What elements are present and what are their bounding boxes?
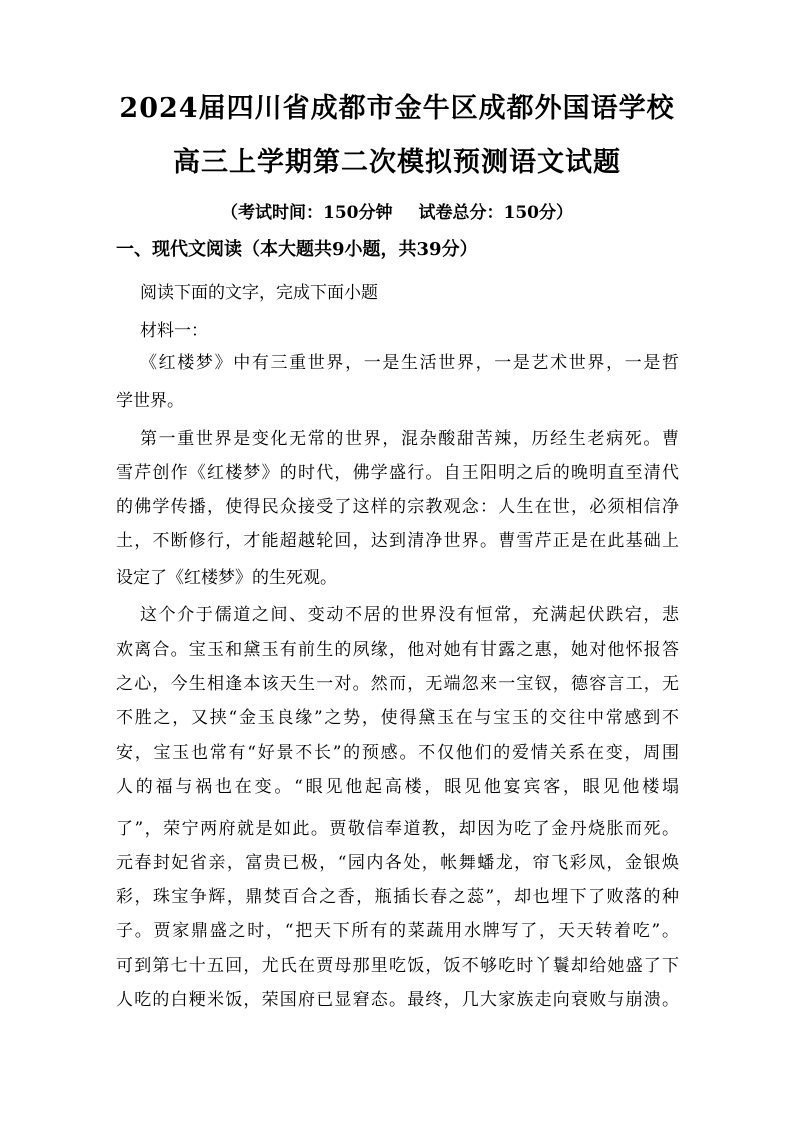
exam-time: （考试时间：150分钟 <box>221 203 393 223</box>
body-line: 彩，珠宝争辉，鼎焚百合之香，瓶插长春之蕊”，却也埋下了败落的种 <box>116 887 679 907</box>
body-line: 雪芹创作《红楼梦》的时代，佛学盛行。自王阳明之后的晚明直至清代 <box>116 463 679 483</box>
material-label: 材料一： <box>140 321 208 341</box>
body-line: 了”，荣宁两府就是如此。贾敬信奉道教，却因为吃了金丹烧胀而死。 <box>116 819 679 839</box>
body-line: 可到第七十五回，尤氏在贾母那里吃饭，饭不够吃时丫鬟却给她盛了下 <box>116 956 679 976</box>
section-heading: 一、现代文阅读（本大题共9小题，共39分） <box>116 239 478 260</box>
body-line: 设定了《红楼梦》的生死观。 <box>116 568 337 588</box>
instruction-text: 阅读下面的文字，完成下面小题 <box>140 283 378 303</box>
body-line: 元春封妃省亲，富贵已极，“园内各处，帐舞蟠龙，帘飞彩凤，金银焕 <box>116 853 679 873</box>
body-line: 学世界。 <box>116 391 184 411</box>
body-line: 这个介于儒道之间、变动不居的世界没有恒常，充满起伏跌宕，悲 <box>140 605 679 625</box>
body-line: 欢离合。宝玉和黛玉有前生的夙缘，他对她有甘露之惠，她对他怀报答 <box>116 640 679 660</box>
page-title-line-1: 2024届四川省成都市金牛区成都外国语学校 <box>119 93 675 124</box>
body-line: 人的福与祸也在变。“眼见他起高楼，眼见他宴宾客，眼见他楼塌 <box>116 777 679 797</box>
body-line: 安，宝玉也常有“好景不长”的预感。不仅他们的爱情关系在变，周围 <box>116 743 679 763</box>
body-line: 的佛学传播，使得民众接受了这样的宗教观念：人生在世，必须相信净 <box>116 497 679 517</box>
body-line: 人吃的白粳米饭，荣国府已显窘态。最终，几大家族走向衰败与崩溃。 <box>116 990 679 1010</box>
body-line: 《红楼梦》中有三重世界，一是生活世界，一是艺术世界，一是哲 <box>140 353 679 373</box>
body-line: 不胜之，又挟“金玉良缘”之势，使得黛玉在与宝玉的交往中常感到不 <box>116 708 679 728</box>
body-line: 子。贾家鼎盛之时，“把天下所有的菜蔬用水牌写了，天天转着吃”。 <box>116 921 679 941</box>
body-line: 之心，今生相逢本该天生一对。然而，无端忽来一宝钗，德容言工，无 <box>116 674 679 694</box>
exam-info <box>0 198 794 223</box>
body-line: 土，不断修行，才能超越轮回，达到清净世界。曹雪芹正是在此基础上 <box>116 531 679 551</box>
body-line: 第一重世界是变化无常的世界，混杂酸甜苦辣，历经生老病死。曹 <box>140 429 679 449</box>
page-title-line-2: 高三上学期第二次模拟预测语文试题 <box>173 147 621 178</box>
total-score: 试卷总分：150分） <box>418 203 573 223</box>
